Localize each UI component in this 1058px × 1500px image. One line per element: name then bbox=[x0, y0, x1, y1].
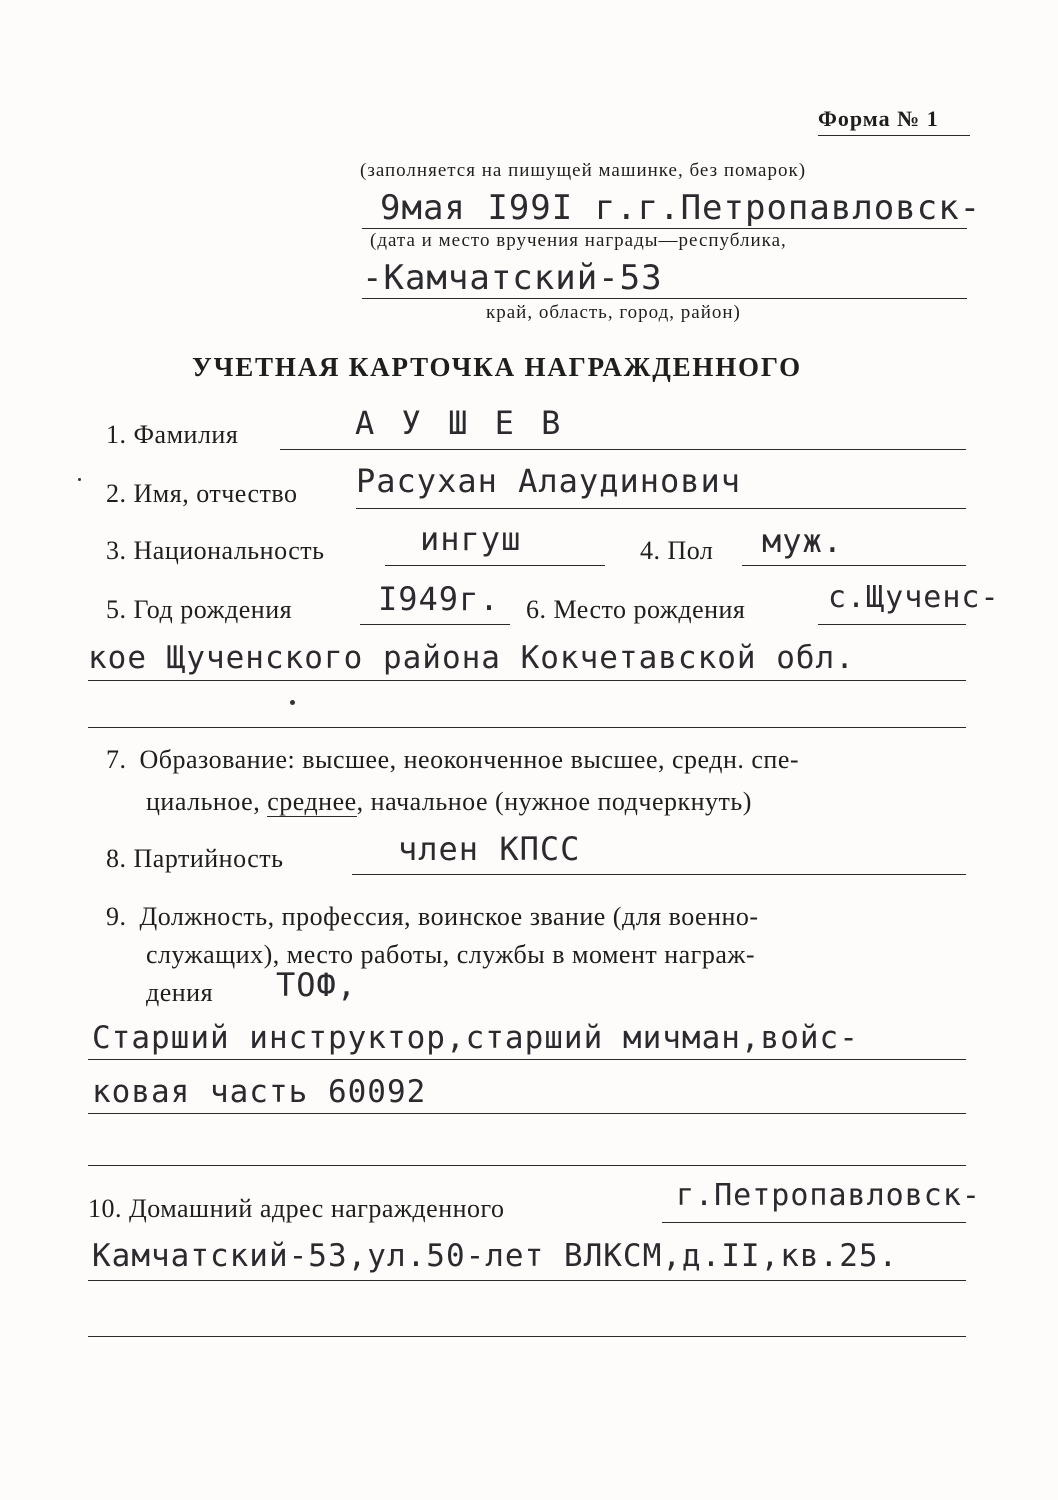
award-hint2: край, область, город, район) bbox=[486, 302, 741, 323]
birth-place-value-line2: кое Щученского района Кокчетавской обл. bbox=[88, 640, 855, 676]
party-label: 8. Партийность bbox=[106, 844, 284, 873]
education-number: 7. bbox=[106, 745, 127, 774]
position-rule2 bbox=[88, 1113, 966, 1114]
position-rule1 bbox=[88, 1059, 966, 1060]
party-rule bbox=[352, 874, 966, 875]
form-number: Форма № 1 bbox=[818, 106, 939, 131]
blank-rule-2 bbox=[88, 1165, 966, 1166]
name-label: 2. Имя, отчество bbox=[106, 479, 298, 508]
name-value: Расухан Алаудинович bbox=[356, 462, 742, 500]
address-value2: Камчатский-53,ул.50-лет ВЛКСМ,д.II,кв.25. bbox=[92, 1238, 899, 1274]
blank-rule-3 bbox=[88, 1336, 966, 1337]
document-title: УЧЕТНАЯ КАРТОЧКА НАГРАЖДЕННОГО bbox=[192, 352, 802, 382]
address-label: 10. Домашний адрес награжденного bbox=[88, 1194, 505, 1223]
party-value: член КПСС bbox=[398, 830, 581, 868]
education-line2 bbox=[146, 787, 752, 817]
position-text1: Должность, профессия, воинское звание (для военно- bbox=[139, 902, 759, 931]
education-line1 bbox=[106, 745, 799, 775]
position-value2: ковая часть 60092 bbox=[92, 1074, 427, 1110]
nationality-rule bbox=[385, 565, 605, 566]
address-rule1 bbox=[662, 1222, 966, 1223]
award-hint1: (дата и место вручения награды—республика, bbox=[370, 230, 787, 251]
award-line1-rule bbox=[362, 228, 967, 229]
birth-place-label: 6. Место рождения bbox=[526, 595, 746, 624]
instruction-note: (заполняется на пишущей машинке, без помарок) bbox=[360, 160, 807, 181]
education-text1: Образование: высшее, неоконченное высшее, средн. спе- bbox=[139, 745, 800, 774]
name-rule bbox=[356, 508, 966, 509]
address-rule2 bbox=[88, 1280, 966, 1281]
birth-place-value: с.Щученс- bbox=[828, 580, 1000, 615]
position-number: 9. bbox=[106, 902, 127, 931]
birth-place-rule2 bbox=[88, 680, 966, 681]
surname-label: 1. Фамилия bbox=[106, 420, 239, 449]
nationality-label: 3. Национальность bbox=[106, 536, 325, 565]
nationality-value: ингуш bbox=[420, 520, 522, 558]
position-line2: служащих), место работы, службы в момент награж- bbox=[146, 940, 755, 969]
surname-value: А У Ш Е В bbox=[355, 404, 565, 442]
address-value1: г.Петропавловск- bbox=[676, 1178, 981, 1213]
ink-speck bbox=[78, 478, 81, 481]
position-value1: Старший инструктор,старший мичман,войс- bbox=[92, 1020, 859, 1056]
sex-rule bbox=[742, 565, 966, 566]
birth-year-value: I949г. bbox=[378, 580, 500, 618]
surname-rule bbox=[280, 449, 966, 450]
award-line2-rule bbox=[362, 298, 967, 299]
position-value0: ТОФ, bbox=[276, 966, 358, 1004]
position-line1 bbox=[106, 902, 759, 932]
birth-year-rule bbox=[360, 624, 510, 625]
education-text2a: циальное, bbox=[146, 787, 268, 816]
birth-place-rule bbox=[818, 624, 966, 625]
blank-rule-1 bbox=[88, 727, 966, 728]
education-text2b: , начальное (нужное подчеркнуть) bbox=[356, 787, 752, 816]
sex-value: муж. bbox=[762, 522, 844, 560]
form-number-underline bbox=[818, 135, 970, 136]
birth-year-label: 5. Год рождения bbox=[106, 595, 293, 624]
education-selected-option: среднее bbox=[267, 787, 357, 816]
award-date-place-line1: 9мая I99I г.г.Петропавловск- bbox=[380, 188, 982, 228]
sex-label: 4. Пол bbox=[640, 536, 714, 565]
position-line3: дения bbox=[146, 978, 214, 1007]
award-date-place-line2: -Камчатский-53 bbox=[362, 258, 663, 298]
ink-speck bbox=[290, 700, 295, 705]
